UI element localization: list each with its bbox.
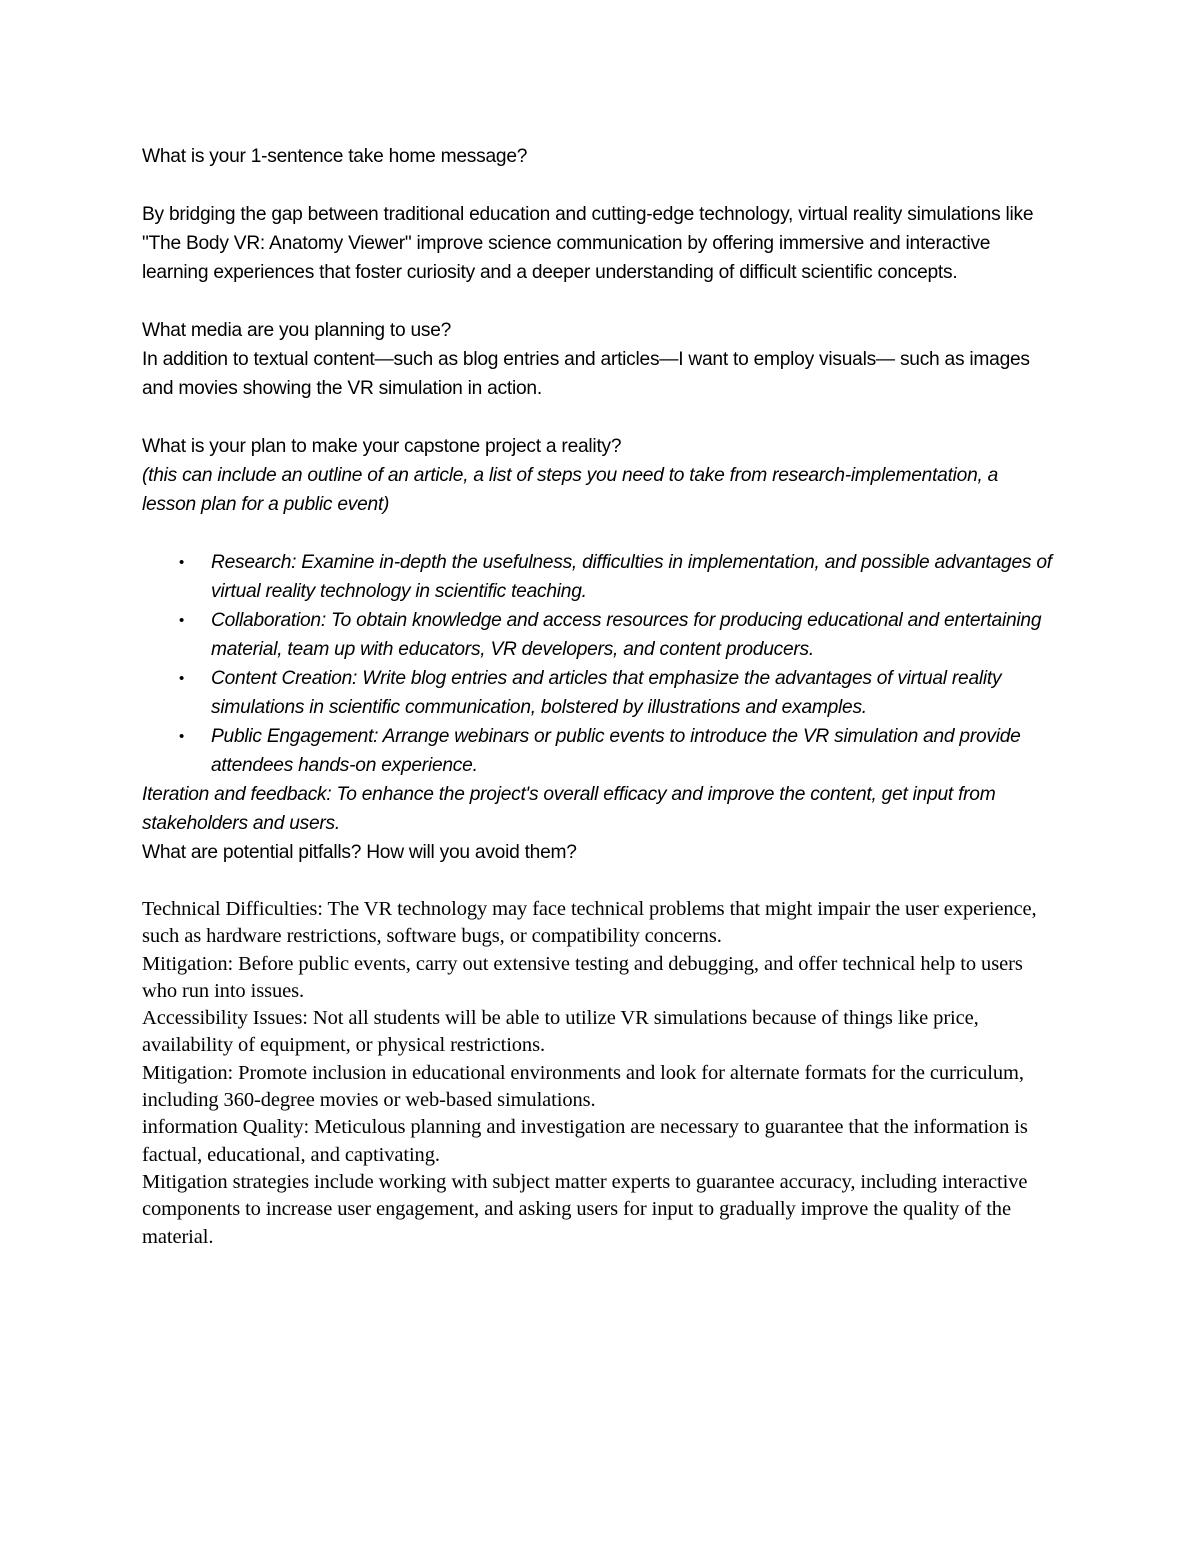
section-media [142, 316, 1057, 432]
list-item [142, 606, 1057, 664]
plan-iteration: Iteration and feedback: To enhance the project's overall efficacy and improve the content, get input from stakeholders and users. [142, 784, 996, 834]
pitfall-information-quality: information Quality: Meticulous planning and investigation are necessary to guarantee that the information is factual, educational, and captivating. [142, 1116, 1028, 1166]
question-pitfalls: What are potential pitfalls? How will you avoid them? [142, 842, 577, 863]
list-item [142, 722, 1057, 780]
answer-take-home: By bridging the gap between traditional education and cutting-edge technology, virtual reality simulations like "The Body VR: Anatomy Viewer" improve science communication by offering immersive and interactive learning experiences that foster curiosity and a deeper understanding of difficult scientific concepts. [142, 204, 1034, 283]
bullet-icon: • [179, 612, 185, 629]
section-take-home [142, 142, 1057, 316]
bullet-icon: • [179, 554, 185, 571]
section-plan [142, 432, 1057, 896]
question-take-home: What is your 1-sentence take home message? [142, 146, 528, 167]
document-body [142, 142, 1057, 1251]
answer-media: In addition to textual content—such as blog entries and articles—I want to employ visuals— such as images and movies showing the VR simulation in action. [142, 349, 1030, 399]
bullet-icon: • [179, 670, 185, 687]
question-media: What media are you planning to use? [142, 320, 452, 341]
mitigation-technical: Mitigation: Before public events, carry out extensive testing and debugging, and offer technical help to users who run into issues. [142, 952, 1023, 1002]
plan-hint: (this can include an outline of an article, a list of steps you need to take from research-implementation, a lesson plan for a public event) [142, 465, 999, 515]
list-item [142, 548, 1057, 606]
mitigation-information-quality: Mitigation strategies include working with subject matter experts to guarantee accuracy, including interactive components to increase user engagement, and asking users for input to gradually improve the quality of the material. [142, 1170, 1028, 1248]
pitfall-accessibility: Accessibility Issues: Not all students will be able to utilize VR simulations because of things like price, availability of equipment, or physical restrictions. [142, 1007, 979, 1057]
mitigation-accessibility: Mitigation: Promote inclusion in educational environments and look for alternate formats for the curriculum, including 360-degree movies or web-based simulations. [142, 1061, 1024, 1112]
section-pitfalls [142, 896, 1057, 1251]
plan-steps-list [142, 548, 1057, 780]
pitfall-technical: Technical Difficulties: The VR technology may face technical problems that might impair the user experience, such as hardware restrictions, software bugs, or compatibility concerns. [142, 898, 1037, 948]
question-plan: What is your plan to make your capstone project a reality? [142, 436, 622, 457]
plan-step-content-creation: Content Creation: Write blog entries and articles that emphasize the advantages of virtual reality simulations in scientific communication, bolstered by illustrations and examples. [211, 668, 1002, 718]
bullet-icon: • [179, 728, 185, 745]
plan-step-collaboration: Collaboration: To obtain knowledge and access resources for producing educational and entertaining material, team up with educators, VR developers, and content producers. [211, 610, 1042, 660]
plan-step-public-engagement: Public Engagement: Arrange webinars or public events to introduce the VR simulation and provide attendees hands-on experience. [211, 726, 1021, 776]
list-item [142, 664, 1057, 722]
plan-step-research: Research: Examine in-depth the usefulness, difficulties in implementation, and possible advantages of virtual reality technology in scientific teaching. [211, 552, 1052, 602]
